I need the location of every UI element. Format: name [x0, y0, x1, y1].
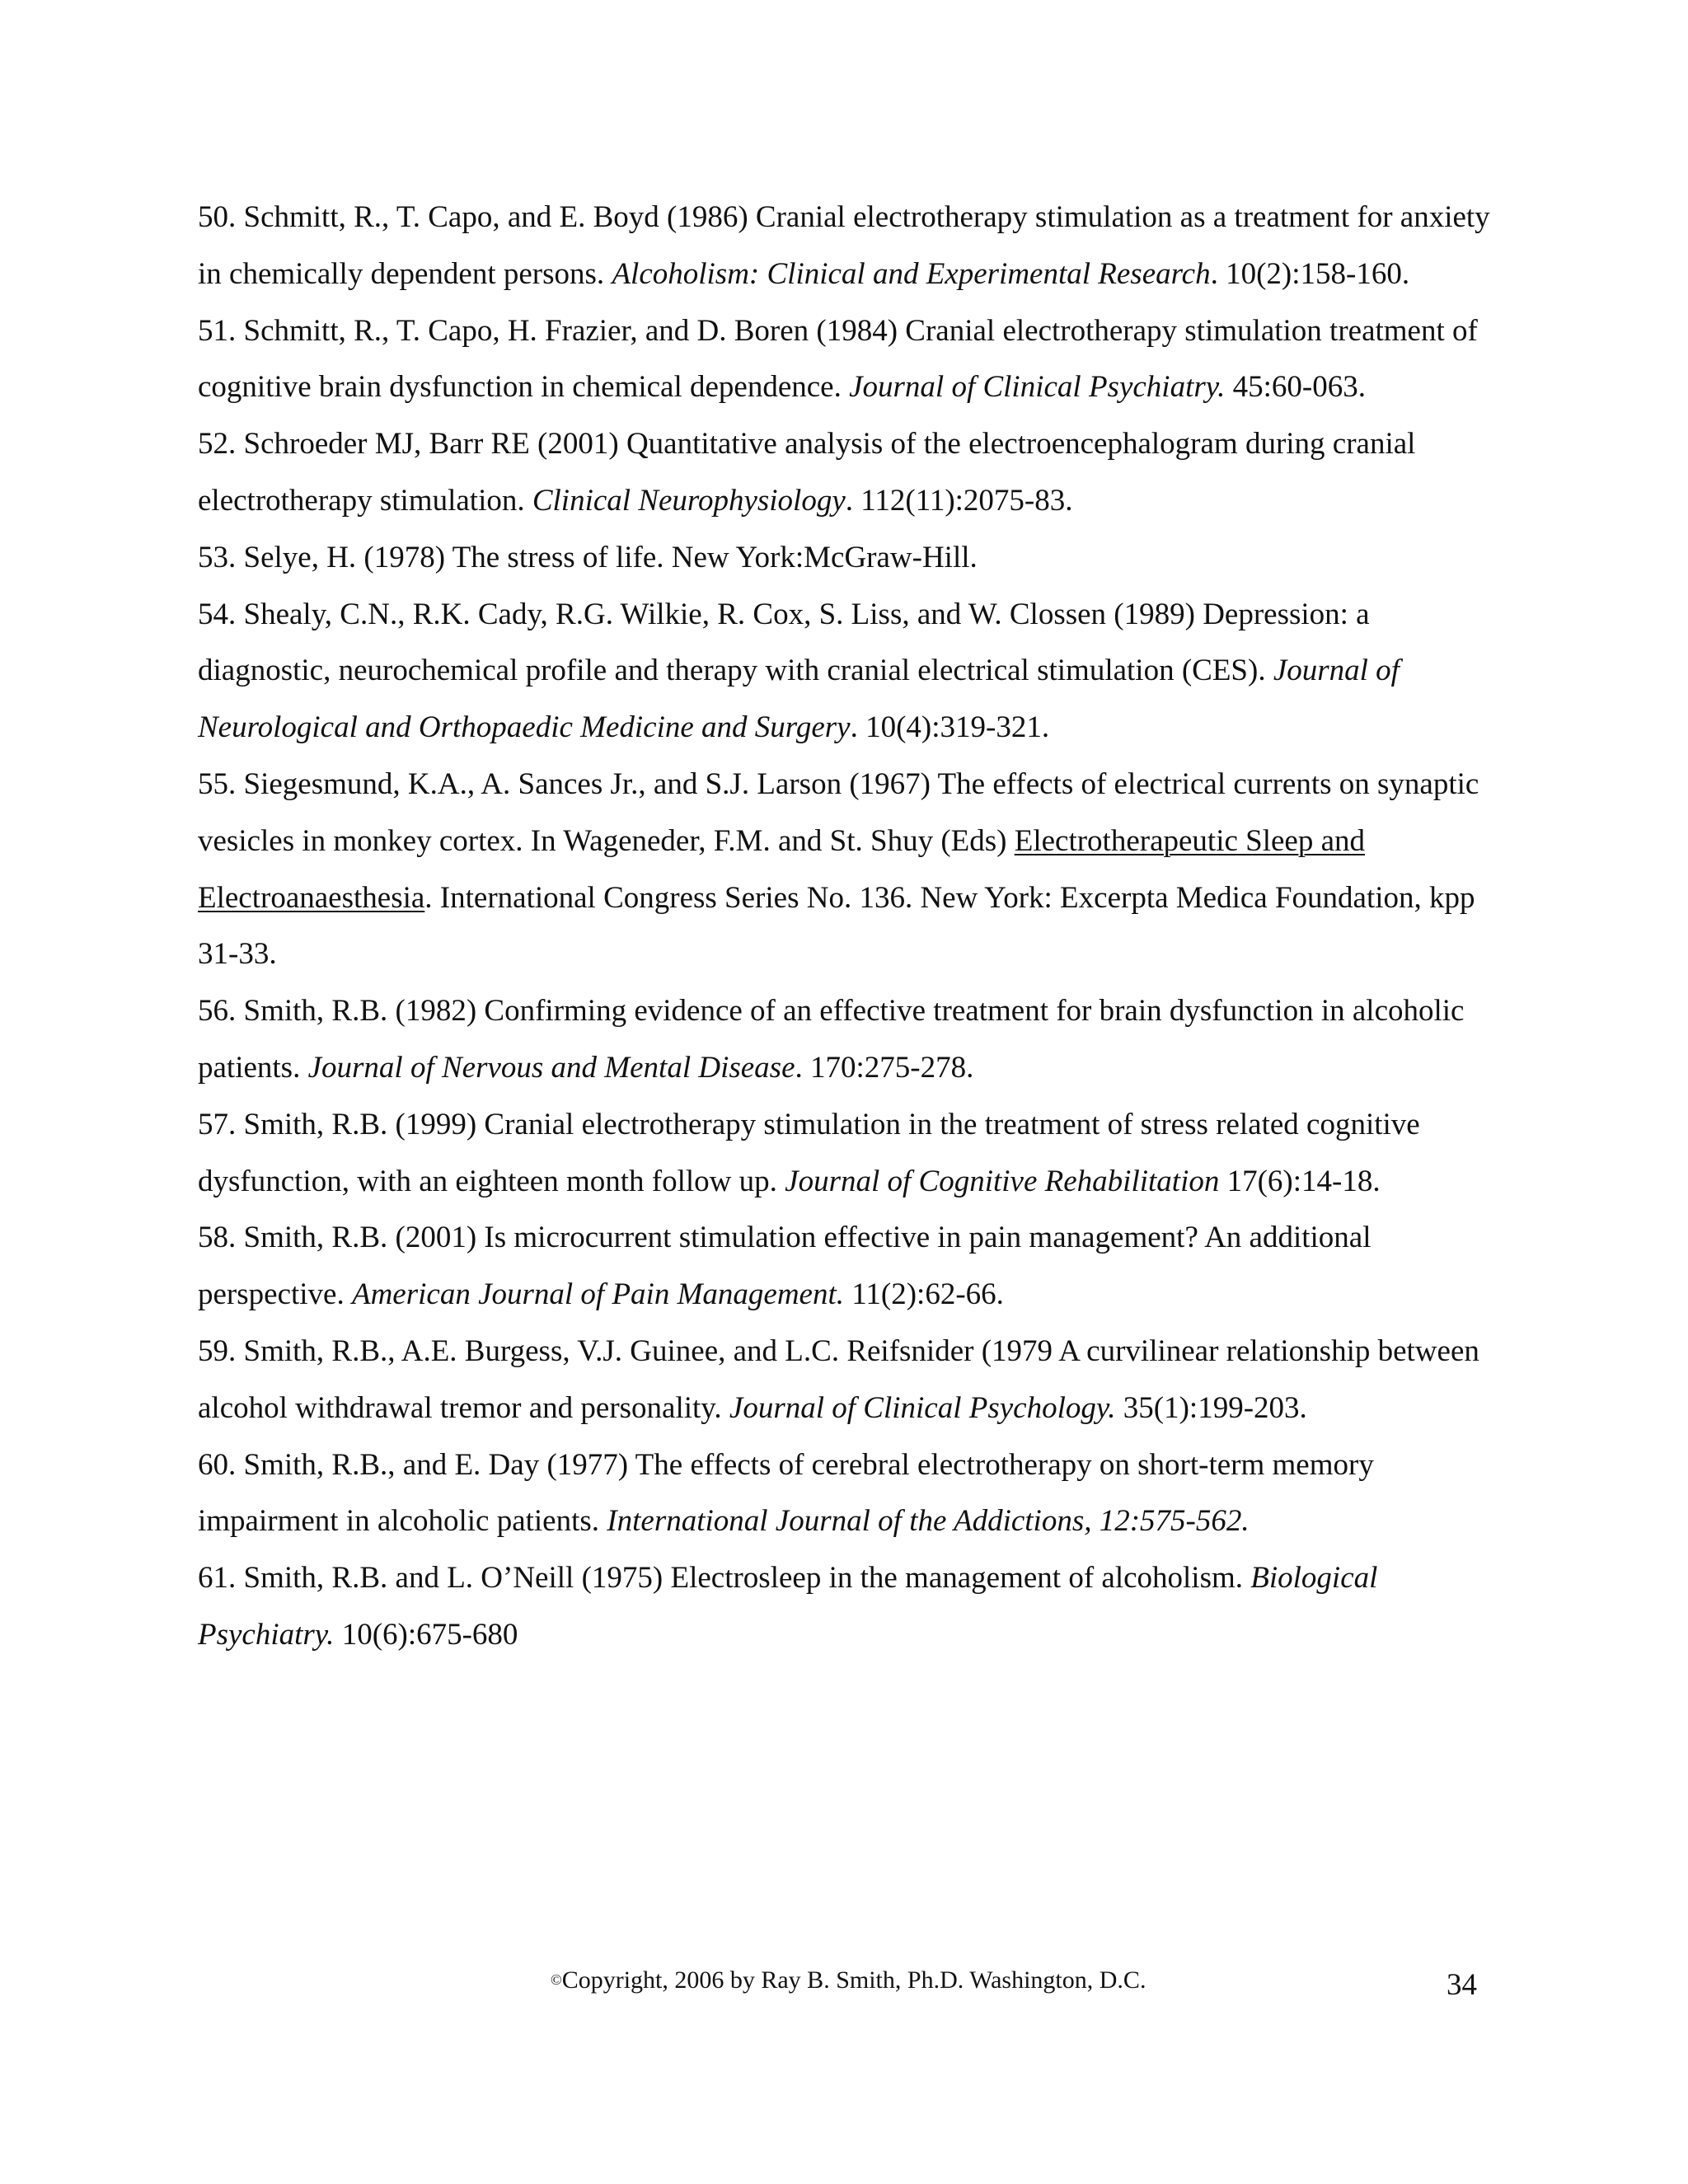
reference-number: 55.	[198, 766, 237, 801]
reference-details: 45:60-063.	[1225, 370, 1366, 405]
reference-number: 59.	[198, 1333, 237, 1368]
reference-text: Schmitt, R., T. Capo, and E. Boyd (1986) Cranial electrotherapy stimulation as a treatment for anxiety in chemically dependent persons.	[198, 200, 1490, 291]
reference-details: . 170:275-278.	[795, 1050, 974, 1085]
reference-number: 61.	[198, 1561, 237, 1596]
reference-journal: Journal of Clinical Psychology.	[729, 1390, 1116, 1425]
reference-details: . 10(4):319-321.	[850, 710, 1050, 745]
copyright-notice	[551, 1964, 1146, 1999]
reference-number: 60.	[198, 1447, 237, 1482]
reference-journal: Journal of Neurological and Orthopaedic Medicine and Surgery	[198, 654, 1400, 745]
reference-item	[198, 530, 1500, 587]
reference-text: Schroeder MJ, Barr RE (2001) Quantitative analysis of the electroencephalogram during cranial electrotherapy stimulation.	[198, 427, 1416, 518]
reference-item	[198, 1097, 1500, 1211]
reference-text: Schmitt, R., T. Capo, H. Frazier, and D. Boren (1984) Cranial electrotherapy stimulation treatment of cognitive brain dysfunction in chemical dependence.	[198, 313, 1478, 405]
reference-text: Smith, R.B. (1999) Cranial electrotherapy stimulation in the treatment of stress related cognitive dysfunction, with an eighteen month follow up.	[198, 1107, 1420, 1198]
reference-item	[198, 587, 1500, 757]
reference-number: 57.	[198, 1107, 237, 1141]
reference-book-title: Electrotherapeutic Sleep and Electroanaesthesia	[198, 823, 1366, 915]
reference-item	[198, 983, 1500, 1097]
reference-details: 17(6):14-18.	[1219, 1164, 1381, 1198]
reference-text: Smith, R.B. (1982) Confirming evidence of an effective treatment for brain dysfunction in alcoholic patients.	[198, 994, 1465, 1085]
reference-details: . 10(2):158-160.	[1210, 256, 1410, 291]
reference-number: 52.	[198, 427, 237, 462]
reference-number: 54.	[198, 597, 237, 631]
copyright-text: Copyright, 2006 by Ray B. Smith, Ph.D. Washington, D.C.	[561, 1966, 1146, 1994]
reference-text: Smith, R.B. and L. O’Neill (1975) Electrosleep in the management of alcoholism.	[243, 1561, 1251, 1596]
reference-journal: Journal of Cognitive Rehabilitation	[785, 1164, 1220, 1198]
page-number: 34	[1447, 1968, 1477, 2002]
reference-item	[198, 1324, 1500, 1437]
reference-number: 58.	[198, 1221, 237, 1255]
reference-journal: Clinical Neurophysiology	[532, 483, 846, 518]
reference-text: Selye, H. (1978) The stress of life. New York:McGraw-Hill.	[243, 540, 978, 574]
reference-text: Shealy, C.N., R.K. Cady, R.G. Wilkie, R. Cox, S. Liss, and W. Clossen (1989) Depression: a diagnostic, neurochemical profile and therapy with cranial electrical stimulation (CES).	[198, 597, 1370, 688]
reference-details: . International Congress Series No. 136. New York: Excerpta Medica Foundation, kpp 31-33.	[198, 880, 1475, 972]
reference-number: 53.	[198, 540, 237, 574]
reference-item	[198, 303, 1500, 417]
reference-item	[198, 757, 1500, 983]
reference-text: Smith, R.B., and E. Day (1977) The effects of cerebral electrotherapy on short-term memory impairment in alcoholic patients.	[198, 1447, 1374, 1539]
copyright-symbol: ©	[551, 1971, 562, 1988]
reference-list	[198, 190, 1500, 1664]
reference-journal: International Journal of the Addictions, 12:575-562.	[607, 1504, 1250, 1539]
reference-number: 50.	[198, 200, 237, 234]
reference-journal: Alcoholism: Clinical and Experimental Research	[612, 256, 1211, 291]
reference-journal: Journal of Nervous and Mental Disease	[307, 1050, 795, 1085]
reference-item	[198, 1210, 1500, 1324]
reference-details: 10(6):675-680	[334, 1617, 518, 1652]
reference-item	[198, 1437, 1500, 1551]
reference-text: Smith, R.B. (2001) Is microcurrent stimulation effective in pain management? An additional perspective.	[198, 1221, 1372, 1312]
reference-details: 35(1):199-203.	[1115, 1390, 1307, 1425]
reference-item	[198, 190, 1500, 303]
reference-journal: Journal of Clinical Psychiatry.	[849, 370, 1226, 405]
reference-details: 11(2):62-66.	[844, 1277, 1004, 1312]
reference-item	[198, 416, 1500, 530]
page-footer	[0, 1964, 1688, 2013]
reference-number: 56.	[198, 994, 237, 1029]
reference-text: Siegesmund, K.A., A. Sances Jr., and S.J. Larson (1967) The effects of electrical currents on synaptic vesicles in monkey cortex. In Wageneder, F.M. and St. Shuy (Eds)	[198, 766, 1479, 858]
reference-details: . 112(11):2075-83.	[845, 483, 1073, 518]
reference-text: Smith, R.B., A.E. Burgess, V.J. Guinee, and L.C. Reifsnider (1979 A curvilinear relationship between alcohol withdrawal tremor and personality.	[198, 1333, 1479, 1425]
reference-number: 51.	[198, 313, 237, 348]
reference-journal: American Journal of Pain Management.	[351, 1277, 845, 1312]
reference-item	[198, 1550, 1500, 1664]
reference-journal: Biological Psychiatry.	[198, 1561, 1378, 1652]
